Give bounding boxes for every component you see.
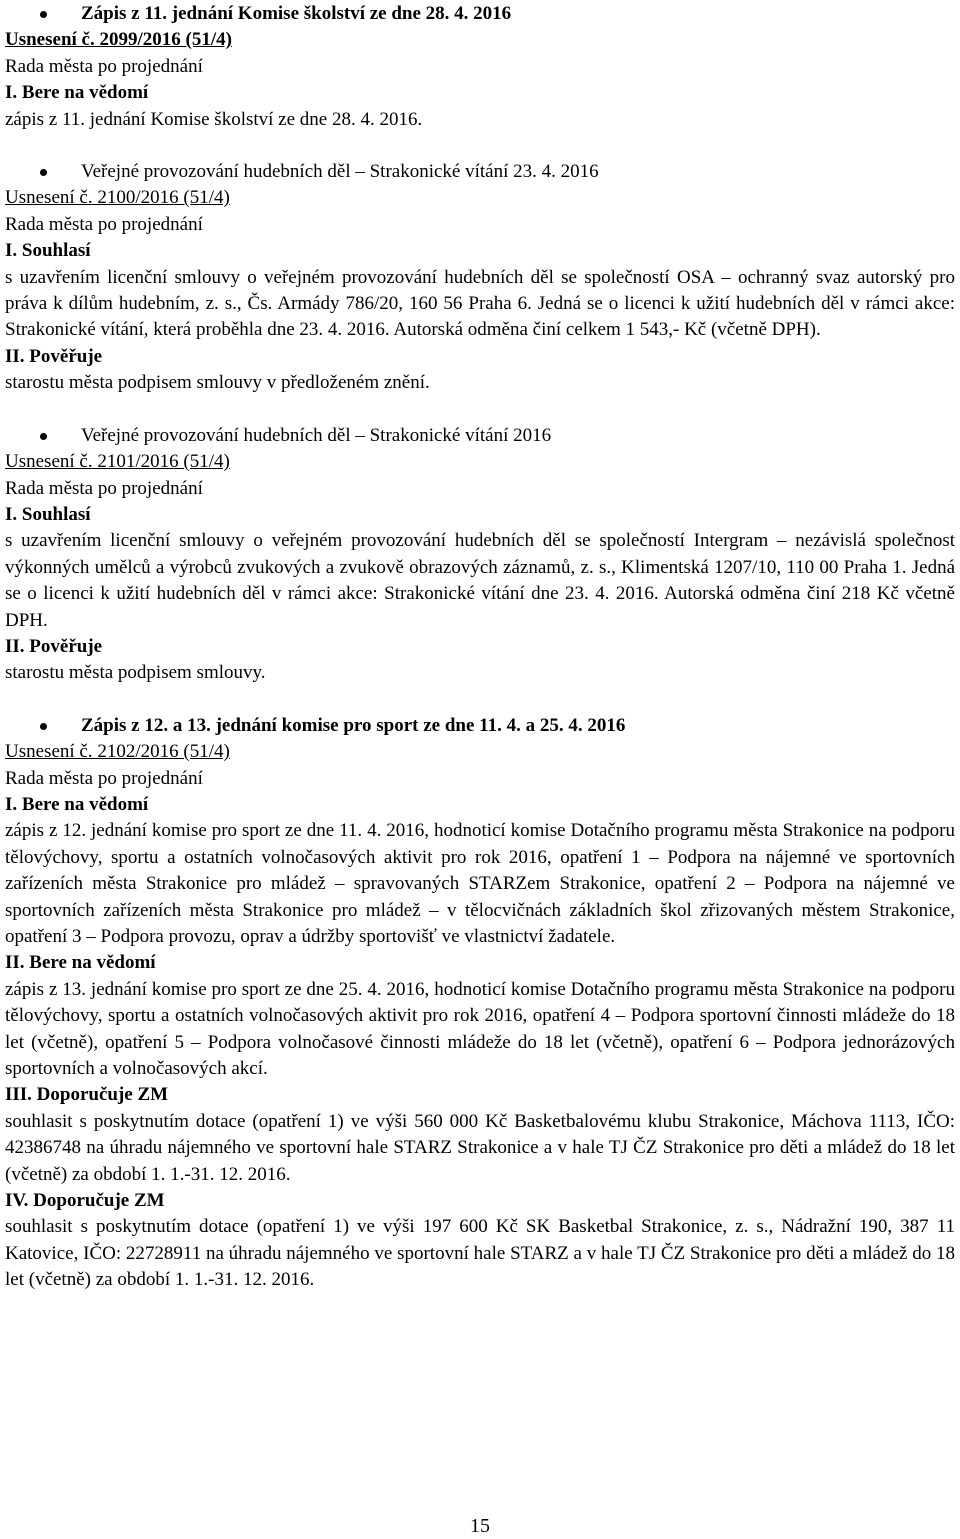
item-label: III. Doporučuje ZM (5, 1084, 169, 1106)
item-text: zápis z 12. jednání komise pro sport ze dne 11. 4. 2016, hodnoticí komise Dotačního programu města Strakonice na podporu tělovýchovy, sportu a ostatních volnočasových aktivit pro rok 2016, opatření 1 – Podpora na nájemné ve sportovních zařízeních města Strakonice pro mládež – spravovaných STARZem Strakonice, opatření 2 – Podpora na nájemné ve sportovních zařízeních města Strakonice pro mládež – v tělocvičnách základních škol zřizovaných městem Strakonice, opatření 3 – Podpora provozu, oprav a údržby sportovišť ve vlastnictví žadatele. (5, 820, 955, 947)
item-label: II. Pověřuje (5, 345, 103, 367)
item-text: starostu města podpisem smlouvy. (5, 662, 266, 684)
council-line: Rada města po projednání (5, 767, 203, 789)
document-page (5, 1, 955, 1294)
item-text: souhlasit s poskytnutím dotace (opatření 1) ve výši 560 000 Kč Basketbalovému klubu Strakonice, Máchova 1113, IČO: 42386748 na úhradu nájemného ve sportovní hale STARZ Strakonice a v hale TJ ČZ Strakonice pro děti a mládež do 18 let (včetně) za období 1. 1.-31. 12. 2016. (5, 1110, 955, 1185)
section-vitani-23-4 (5, 159, 955, 397)
section-sport (5, 713, 955, 1294)
council-line: Rada města po projednání (5, 213, 203, 235)
council-line: Rada města po projednání (5, 477, 203, 499)
council-line: Rada města po projednání (5, 55, 203, 77)
section-heading: Zápis z 11. jednání Komise školství ze dne 28. 4. 2016 (5, 1, 955, 27)
item-text: zápis z 13. jednání komise pro sport ze dne 25. 4. 2016, hodnoticí komise Dotačního programu města Strakonice na podporu tělovýchovy, sportu a ostatních volnočasových aktivit pro rok 2016, opatření 4 – Podpora sportovní činnosti mládeže do 18 let (včetně), opatření 5 – Podpora volnočasové činnosti mládeže do 18 let (včetně), opatření 6 – Podpora jednorázových sportovních a volnočasových akcí. (5, 978, 955, 1080)
resolution-number: Usnesení č. 2100/2016 (51/4) (5, 187, 230, 209)
item-label: I. Bere na vědomí (5, 82, 149, 104)
item-label: II. Bere na vědomí (5, 952, 156, 974)
section-vitani-2016 (5, 423, 955, 687)
section-heading: Veřejné provozování hudebních děl – Strakonické vítání 2016 (5, 423, 955, 449)
resolution-number: Usnesení č. 2101/2016 (51/4) (5, 451, 230, 473)
resolution-number: Usnesení č. 2099/2016 (51/4) (5, 29, 232, 51)
section-skolstvi (5, 1, 955, 133)
item-label: I. Souhlasí (5, 240, 91, 262)
item-label: II. Pověřuje (5, 635, 103, 657)
bullet-icon (40, 169, 47, 176)
item-label: I. Bere na vědomí (5, 793, 149, 815)
item-text: souhlasit s poskytnutím dotace (opatření 1) ve výši 197 600 Kč SK Basketbal Strakonice, z. s., Nádražní 190, 387 11 Katovice, IČO: 22728911 na úhradu nájemného ve sportovní hale STARZ a v hale TJ ČZ Strakonice pro děti a mládež do 18 let (včetně) za období 1. 1.-31. 12. 2016. (5, 1216, 955, 1291)
page-number: 15 (470, 1515, 490, 1537)
bullet-icon (40, 11, 47, 18)
item-text: s uzavřením licenční smlouvy o veřejném provozování hudebních děl se společností OSA – ochranný svaz autorský pro práva k dílům hudebním, z. s., Čs. Armády 786/20, 160 56 Praha 6. Jedná se o licenci k užití hudebních děl v rámci akce: Strakonické vítání, která proběhla dne 23. 4. 2016. Autorská odměna činí celkem 1 543,- Kč (včetně DPH). (5, 266, 955, 341)
section-heading: Veřejné provozování hudebních děl – Strakonické vítání 23. 4. 2016 (5, 159, 955, 185)
item-text: starostu města podpisem smlouvy v předloženém znění. (5, 372, 430, 394)
item-label: I. Souhlasí (5, 503, 91, 525)
item-label: IV. Doporučuje ZM (5, 1190, 165, 1212)
section-heading: Zápis z 12. a 13. jednání komise pro sport ze dne 11. 4. a 25. 4. 2016 (5, 713, 955, 739)
resolution-number: Usnesení č. 2102/2016 (51/4) (5, 741, 230, 763)
item-text: s uzavřením licenční smlouvy o veřejném provozování hudebních děl se společností Intergram – nezávislá společnost výkonných umělců a výrobců zvukových a zvukově obrazových záznamů, z. s., Klimentská 1207/10, 110 00 Praha 1. Jedná se o licenci k užití hudebních děl v rámci akce: Strakonické vítání dne 23. 4. 2016. Autorská odměna činí 218 Kč včetně DPH. (5, 530, 955, 631)
bullet-icon (40, 433, 47, 440)
bullet-icon (40, 723, 47, 730)
item-text: zápis z 11. jednání Komise školství ze dne 28. 4. 2016. (5, 108, 423, 130)
